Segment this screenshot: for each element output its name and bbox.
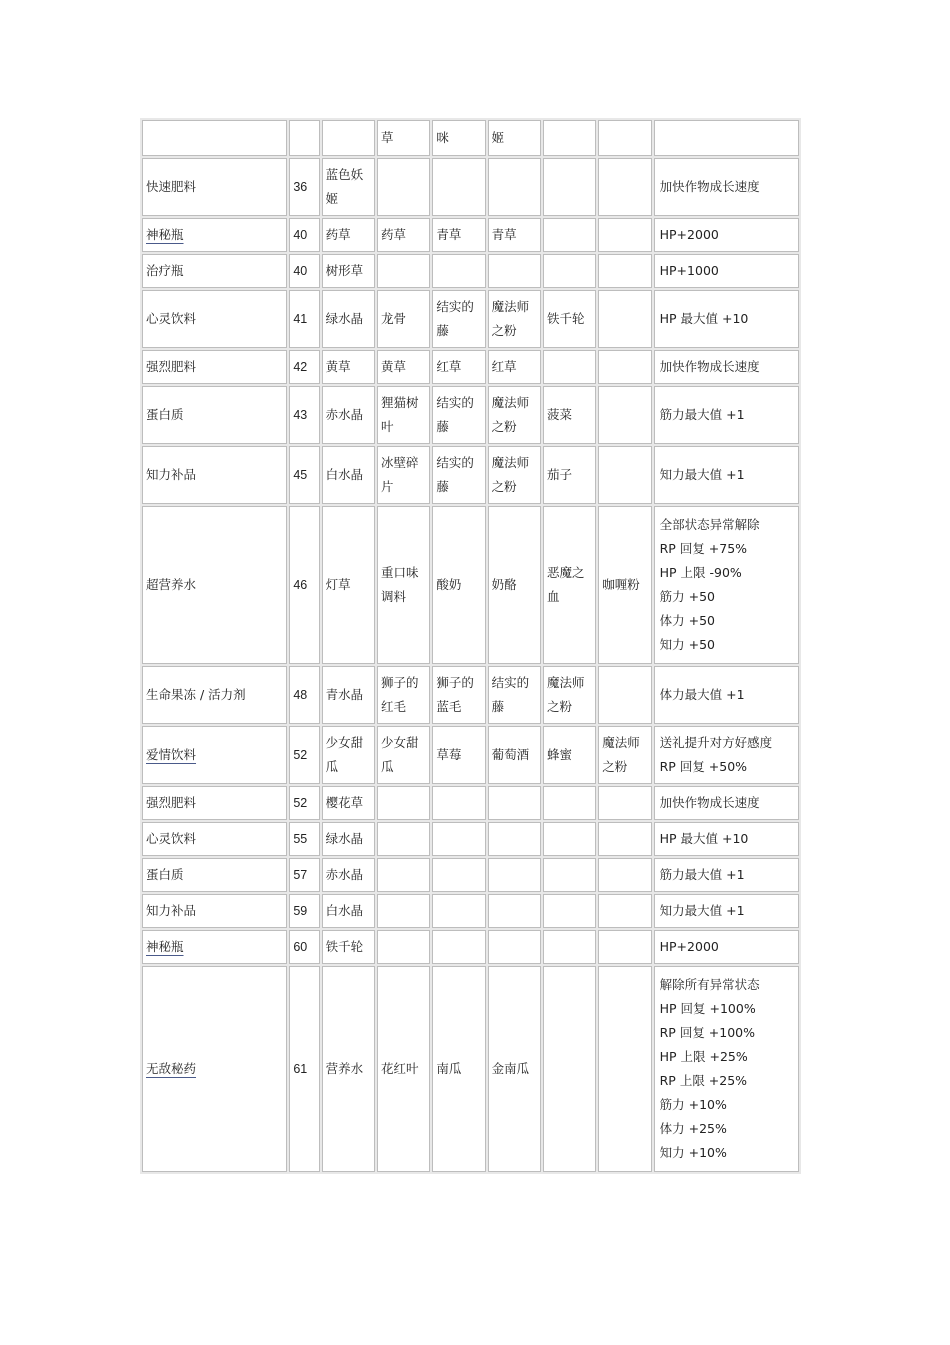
material-cell-6 [598, 158, 651, 216]
material-cell-2: 狸猫树叶 [377, 386, 430, 444]
material-cell-6 [598, 120, 651, 156]
effect-cell [654, 786, 799, 820]
material-cell-6: 魔法师之粉 [598, 726, 651, 784]
effect-cell [654, 290, 799, 348]
material-cell-6: 咖喱粉 [598, 506, 651, 664]
level-cell: 40 [289, 254, 319, 288]
material-cell-5 [543, 158, 596, 216]
item-name-cell [142, 158, 287, 216]
material-cell-1: 赤水晶 [322, 858, 375, 892]
material-cell-5: 菠菜 [543, 386, 596, 444]
table-row [142, 120, 799, 156]
item-name: 治疗瓶 [146, 263, 184, 278]
effect-line: 全部状态异常解除 [659, 517, 760, 532]
material-cell-6 [598, 350, 651, 384]
material-cell-1: 白水晶 [322, 894, 375, 928]
table-row [142, 966, 799, 1172]
level-cell: 52 [289, 786, 319, 820]
item-name-cell [142, 930, 287, 964]
material-cell-5 [543, 254, 596, 288]
material-cell-6 [598, 446, 651, 504]
material-cell-5: 魔法师之粉 [543, 666, 596, 724]
material-cell-5 [543, 822, 596, 856]
item-name-cell [142, 822, 287, 856]
material-cell-2 [377, 254, 430, 288]
material-cell-6 [598, 386, 651, 444]
material-cell-2: 草 [377, 120, 430, 156]
material-cell-1: 营养水 [322, 966, 375, 1172]
material-cell-2: 花红叶 [377, 966, 430, 1172]
material-cell-5: 蜂蜜 [543, 726, 596, 784]
item-name: 快速肥料 [146, 179, 197, 194]
level-cell: 57 [289, 858, 319, 892]
material-cell-4: 魔法师之粉 [488, 386, 541, 444]
effect-line: 体力 +25% [659, 1121, 727, 1136]
material-cell-3: 结实的藤 [432, 386, 485, 444]
material-cell-6 [598, 218, 651, 252]
recipe-table-body [142, 120, 799, 1172]
item-name-cell [142, 254, 287, 288]
item-name: 知力补品 [146, 467, 197, 482]
material-cell-3: 青草 [432, 218, 485, 252]
effect-cell [654, 120, 799, 156]
item-name-cell [142, 290, 287, 348]
effect-line: 知力 +10% [659, 1145, 727, 1160]
effect-cell [654, 350, 799, 384]
material-cell-6 [598, 786, 651, 820]
level-cell [289, 120, 319, 156]
material-cell-4: 红草 [488, 350, 541, 384]
item-name-link[interactable]: 爱情饮料 [146, 747, 197, 762]
material-cell-1: 灯草 [322, 506, 375, 664]
material-cell-3 [432, 930, 485, 964]
material-cell-1: 黄草 [322, 350, 375, 384]
effect-line: RP 回复 +75% [659, 541, 748, 556]
material-cell-5 [543, 350, 596, 384]
table-row [142, 158, 799, 216]
table-row [142, 894, 799, 928]
effect-line: 知力最大值 +1 [659, 903, 745, 918]
material-cell-6 [598, 666, 651, 724]
item-name-cell [142, 666, 287, 724]
material-cell-4: 姬 [488, 120, 541, 156]
material-cell-6 [598, 966, 651, 1172]
table-row [142, 218, 799, 252]
material-cell-6 [598, 290, 651, 348]
effect-cell [654, 930, 799, 964]
effect-line: 筋力 +50 [659, 589, 715, 604]
material-cell-1: 药草 [322, 218, 375, 252]
effect-line: RP 回复 +100% [659, 1025, 756, 1040]
material-cell-5 [543, 966, 596, 1172]
item-name-cell [142, 894, 287, 928]
item-name: 强烈肥料 [146, 359, 197, 374]
material-cell-4 [488, 158, 541, 216]
item-name: 超营养水 [146, 577, 197, 592]
level-cell: 41 [289, 290, 319, 348]
level-cell: 60 [289, 930, 319, 964]
material-cell-2 [377, 822, 430, 856]
item-name-cell [142, 120, 287, 156]
level-cell: 59 [289, 894, 319, 928]
item-name-cell [142, 726, 287, 784]
effect-cell [654, 446, 799, 504]
material-cell-2: 龙骨 [377, 290, 430, 348]
item-name-cell [142, 446, 287, 504]
material-cell-4: 青草 [488, 218, 541, 252]
effect-line: 知力最大值 +1 [659, 467, 745, 482]
effect-line: 筋力最大值 +1 [659, 867, 745, 882]
material-cell-3 [432, 786, 485, 820]
table-row [142, 726, 799, 784]
item-name-cell [142, 350, 287, 384]
level-cell: 52 [289, 726, 319, 784]
material-cell-1: 铁千轮 [322, 930, 375, 964]
level-cell: 55 [289, 822, 319, 856]
table-row [142, 254, 799, 288]
material-cell-6 [598, 254, 651, 288]
effect-line: 筋力 +10% [659, 1097, 727, 1112]
material-cell-3: 结实的藤 [432, 446, 485, 504]
material-cell-3: 结实的藤 [432, 290, 485, 348]
material-cell-5 [543, 786, 596, 820]
material-cell-1: 青水晶 [322, 666, 375, 724]
level-cell: 40 [289, 218, 319, 252]
effect-cell [654, 894, 799, 928]
table-row [142, 666, 799, 724]
item-name-cell [142, 858, 287, 892]
recipe-table [140, 118, 801, 1174]
effect-line: HP+2000 [659, 939, 719, 954]
item-name-cell [142, 506, 287, 664]
effect-cell [654, 966, 799, 1172]
effect-line: HP 上限 +25% [659, 1049, 748, 1064]
material-cell-1: 树形草 [322, 254, 375, 288]
material-cell-2: 重口味调料 [377, 506, 430, 664]
material-cell-4 [488, 254, 541, 288]
item-name: 心灵饮料 [146, 311, 197, 326]
effect-cell [654, 822, 799, 856]
item-name-cell [142, 966, 287, 1172]
table-row [142, 786, 799, 820]
material-cell-5: 恶魔之血 [543, 506, 596, 664]
table-row [142, 822, 799, 856]
effect-line: 筋力最大值 +1 [659, 407, 745, 422]
material-cell-1: 绿水晶 [322, 822, 375, 856]
effect-line: HP+2000 [659, 227, 719, 242]
material-cell-2: 狮子的红毛 [377, 666, 430, 724]
material-cell-1 [322, 120, 375, 156]
material-cell-3: 红草 [432, 350, 485, 384]
effect-line: HP+1000 [659, 263, 719, 278]
effect-line: 解除所有异常状态 [659, 977, 760, 992]
material-cell-2 [377, 786, 430, 820]
item-name: 知力补品 [146, 903, 197, 918]
material-cell-2: 少女甜瓜 [377, 726, 430, 784]
effect-line: 体力 +50 [659, 613, 715, 628]
material-cell-3 [432, 894, 485, 928]
effect-line: 加快作物成长速度 [659, 179, 760, 194]
material-cell-5 [543, 218, 596, 252]
material-cell-4 [488, 930, 541, 964]
material-cell-4: 奶酪 [488, 506, 541, 664]
material-cell-6 [598, 822, 651, 856]
material-cell-6 [598, 858, 651, 892]
level-cell: 46 [289, 506, 319, 664]
material-cell-6 [598, 894, 651, 928]
level-cell: 36 [289, 158, 319, 216]
effect-line: HP 最大值 +10 [659, 311, 749, 326]
material-cell-2 [377, 894, 430, 928]
item-name: 生命果冻 / 活力剂 [146, 687, 246, 702]
effect-cell [654, 858, 799, 892]
table-row [142, 386, 799, 444]
material-cell-1: 白水晶 [322, 446, 375, 504]
level-cell: 61 [289, 966, 319, 1172]
material-cell-6 [598, 930, 651, 964]
material-cell-5: 茄子 [543, 446, 596, 504]
level-cell: 42 [289, 350, 319, 384]
table-row [142, 350, 799, 384]
item-name: 蛋白质 [146, 867, 184, 882]
material-cell-3: 南瓜 [432, 966, 485, 1172]
item-name-cell [142, 386, 287, 444]
item-name: 心灵饮料 [146, 831, 197, 846]
table-row [142, 446, 799, 504]
effect-cell [654, 158, 799, 216]
material-cell-4: 魔法师之粉 [488, 290, 541, 348]
level-cell: 43 [289, 386, 319, 444]
material-cell-2: 冰壁碎片 [377, 446, 430, 504]
material-cell-3 [432, 822, 485, 856]
item-name-cell [142, 218, 287, 252]
material-cell-4 [488, 822, 541, 856]
material-cell-4 [488, 858, 541, 892]
material-cell-4 [488, 786, 541, 820]
table-row [142, 290, 799, 348]
effect-line: 知力 +50 [659, 637, 715, 652]
material-cell-5: 铁千轮 [543, 290, 596, 348]
material-cell-2 [377, 158, 430, 216]
item-name-link[interactable]: 神秘瓶 [146, 227, 184, 242]
material-cell-1: 绿水晶 [322, 290, 375, 348]
effect-line: 体力最大值 +1 [659, 687, 745, 702]
material-cell-5 [543, 120, 596, 156]
effect-line: HP 回复 +100% [659, 1001, 756, 1016]
material-cell-2 [377, 858, 430, 892]
item-name-link[interactable]: 无敌秘药 [146, 1061, 197, 1076]
material-cell-3: 咪 [432, 120, 485, 156]
material-cell-4: 结实的藤 [488, 666, 541, 724]
item-name-link[interactable]: 神秘瓶 [146, 939, 184, 954]
material-cell-1: 赤水晶 [322, 386, 375, 444]
effect-cell [654, 726, 799, 784]
item-name-cell [142, 786, 287, 820]
effect-line: 加快作物成长速度 [659, 795, 760, 810]
material-cell-4 [488, 894, 541, 928]
effect-line: RP 回复 +50% [659, 759, 748, 774]
effect-line: HP 最大值 +10 [659, 831, 749, 846]
level-cell: 45 [289, 446, 319, 504]
material-cell-1: 少女甜瓜 [322, 726, 375, 784]
material-cell-1: 蓝色妖姬 [322, 158, 375, 216]
item-name: 强烈肥料 [146, 795, 197, 810]
material-cell-2: 黄草 [377, 350, 430, 384]
effect-cell [654, 666, 799, 724]
material-cell-3: 狮子的蓝毛 [432, 666, 485, 724]
table-row [142, 930, 799, 964]
effect-cell [654, 386, 799, 444]
material-cell-4: 金南瓜 [488, 966, 541, 1172]
effect-line: HP 上限 -90% [659, 565, 742, 580]
effect-cell [654, 254, 799, 288]
material-cell-5 [543, 858, 596, 892]
table-row [142, 858, 799, 892]
level-cell: 48 [289, 666, 319, 724]
effect-line: RP 上限 +25% [659, 1073, 748, 1088]
material-cell-3 [432, 254, 485, 288]
material-cell-4: 葡萄酒 [488, 726, 541, 784]
effect-cell [654, 506, 799, 664]
material-cell-2: 药草 [377, 218, 430, 252]
material-cell-3 [432, 158, 485, 216]
material-cell-3 [432, 858, 485, 892]
material-cell-4: 魔法师之粉 [488, 446, 541, 504]
material-cell-2 [377, 930, 430, 964]
material-cell-3: 草莓 [432, 726, 485, 784]
material-cell-1: 樱花草 [322, 786, 375, 820]
material-cell-3: 酸奶 [432, 506, 485, 664]
table-row [142, 506, 799, 664]
material-cell-5 [543, 930, 596, 964]
effect-cell [654, 218, 799, 252]
item-name: 蛋白质 [146, 407, 184, 422]
effect-line: 加快作物成长速度 [659, 359, 760, 374]
effect-line: 送礼提升对方好感度 [659, 735, 773, 750]
material-cell-5 [543, 894, 596, 928]
